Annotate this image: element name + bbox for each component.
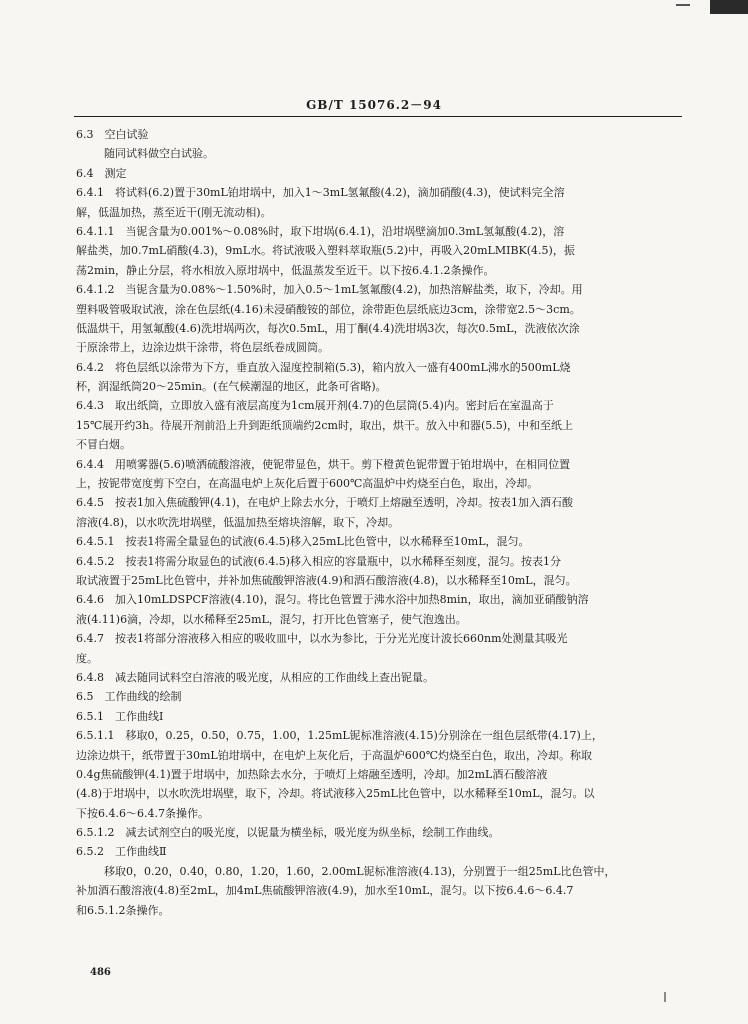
text-line: 6.4.1.1 当铌含量为0.001%～0.08%时，取下坩埚(6.4.1)，沿坩埚壁滴加0.3mL氢氟酸(4.2)，溶 [76,224,565,238]
text-line: 不冒白烟。 [76,438,131,452]
text-line: 6.4.8 减去随同试料空白溶液的吸光度，从相应的工作曲线上查出铌量。 [76,670,434,684]
standard-header: GB/T 15076.2－94 [306,98,442,112]
scan-dash-mark [676,4,690,6]
text-line: 低温烘干，用氢氟酸(4.6)洗坩埚两次，每次0.5mL，用丁酮(4.4)洗坩埚3次，每次0.5mL，洗液依次涂 [76,321,580,335]
text-line: 度。 [76,651,98,665]
text-line: 随同试料做空白试验。 [104,147,214,161]
text-line: 塑料吸管吸取试液，涂在色层纸(4.16)未浸硝酸铵的部位，涂带距色层纸底边3cm，涂带宽2.5～3cm。 [76,302,581,316]
text-line: 15℃展开约3h。待展开剂前沿上升到距纸顶端约2cm时，取出，烘干。放入中和器(5.5)，中和至纸上 [76,418,574,432]
text-line: 杯，润湿纸筒20～25min。(在气候潮湿的地区，此条可省略)。 [76,380,387,394]
document-body [76,125,678,920]
text-line: 6.4.1.2 当铌含量为0.08%～1.50%时，加入0.5～1mL氢氟酸(4.2)，加热溶解盐类，取下，冷却。用 [76,283,583,297]
section-heading: 6.3 空白试验 [76,128,149,141]
text-line: 6.4.3 取出纸筒，立即放入盛有液层高度为1cm展开剂(4.7)的色层筒(5.4)内。密封后在室温高于 [76,399,554,413]
text-line: 补加酒石酸溶液(4.8)至2mL，加4mL焦硫酸钾溶液(4.9)，加水至10mL，混匀。以下按6.4.6～6.4.7 [76,884,574,898]
text-line: (4.8)于坩埚中，以水吹洗坩埚壁，取下，冷却。将试液移入25mL比色管中，以水稀释至10mL，混匀。以 [76,787,595,801]
text-line: 和6.5.1.2条操作。 [76,903,170,917]
text-line: 6.4.4 用喷雾器(5.6)喷洒硫酸溶液，使铌带显色，烘干。剪下橙黄色铌带置于铂坩埚中，在相同位置 [76,457,571,471]
header-rule [74,116,682,117]
text-line: 6.5.1.2 减去试剂空白的吸光度，以铌量为横坐标，吸光度为纵坐标，绘制工作曲线。 [76,826,500,840]
text-line: 下按6.4.6～6.4.7条操作。 [76,806,209,820]
section-heading: 6.5 工作曲线的绘制 [76,690,182,704]
text-line: 液(4.11)6滴，冷却，以水稀释至25mL，混匀，打开比色管塞子，使气泡逸出。 [76,612,467,626]
scan-edge-mark [664,992,666,1002]
text-line: 6.4.7 按表1将部分溶液移入相应的吸收皿中，以水为参比，于分光光度计波长660nm处测量其吸光 [76,632,568,646]
section-heading: 6.4 测定 [76,166,127,180]
text-line: 荡2min，静止分层，将水相放入原坩埚中，低温蒸发至近干。以下按6.4.1.2条操作。 [76,263,495,277]
text-line: 上，按铌带宽度剪下空白，在高温电炉上灰化后置于600℃高温炉中灼烧至白色，取出，冷却。 [76,477,539,491]
text-line: 取试液置于25mL比色管中，并补加焦硫酸钾溶液(4.9)和酒石酸溶液(4.8)，以水稀释至10mL，混匀。 [76,573,577,587]
text-line: 6.4.1 将试料(6.2)置于30mL铂坩埚中，加入1～3mL氢氟酸(4.2)，滴加硝酸(4.3)，使试料完全溶 [76,186,565,200]
text-line: 6.4.6 加入10mLDSPCF溶液(4.10)，混匀。将比色管置于沸水浴中加热8min，取出，滴加亚硝酸钠溶 [76,593,589,607]
text-line: 6.4.5 按表1加入焦硫酸钾(4.1)，在电炉上除去水分，于喷灯上熔融至透明，冷却。按表1加入酒石酸 [76,496,574,510]
text-line: 0.4g焦硫酸钾(4.1)置于坩埚中，加热除去水分，于喷灯上熔融至透明，冷却。加2mL酒石酸溶液 [76,767,548,781]
text-line: 6.5.1 工作曲线Ⅰ [76,709,164,723]
page-number: 486 [90,967,111,978]
text-line: 移取0，0.20，0.40，0.80，1.20，1.60，2.00mL铌标准溶液(4.13)，分别置于一组25mL比色管中， [104,864,616,878]
text-line: 溶液(4.8)，以水吹洗坩埚壁，低温加热至熔块溶解，取下，冷却。 [76,515,400,529]
scan-corner-mark [710,0,748,14]
text-line: 解盐类，加0.7mL硝酸(4.3)，9mL水。将试液吸入塑料萃取瓶(5.2)中，再吸入20mLMIBK(4.5)，振 [76,244,575,258]
text-line: 边涂边烘干，纸带置于30mL铂坩埚中，在电炉上灰化后，于高温炉600℃灼烧至白色，取出，冷却。称取 [76,748,593,762]
text-line: 6.4.2 将色层纸以涂带为下方，垂直放入湿度控制箱(5.3)，箱内放入一盛有400mL沸水的500mL烧 [76,360,571,374]
text-line: 6.4.5.1 按表1将需全量显色的试液(6.4.5)移入25mL比色管中，以水稀释至10mL，混匀。 [76,535,530,549]
text-line: 解，低温加热，蒸至近干(刚无流动相)。 [76,205,272,219]
text-line: 于原涂带上，边涂边烘干涂带，将色层纸卷成圆筒。 [76,341,329,355]
text-line: 6.5.2 工作曲线Ⅱ [76,845,167,859]
text-line: 6.4.5.2 按表1将需分取显色的试液(6.4.5)移入相应的容量瓶中，以水稀释至刻度，混匀。按表1分 [76,554,562,568]
text-line: 6.5.1.1 移取0，0.25，0.50，0.75，1.00，1.25mL铌标准溶液(4.15)分别涂在一组色层纸带(4.17)上， [76,729,603,743]
